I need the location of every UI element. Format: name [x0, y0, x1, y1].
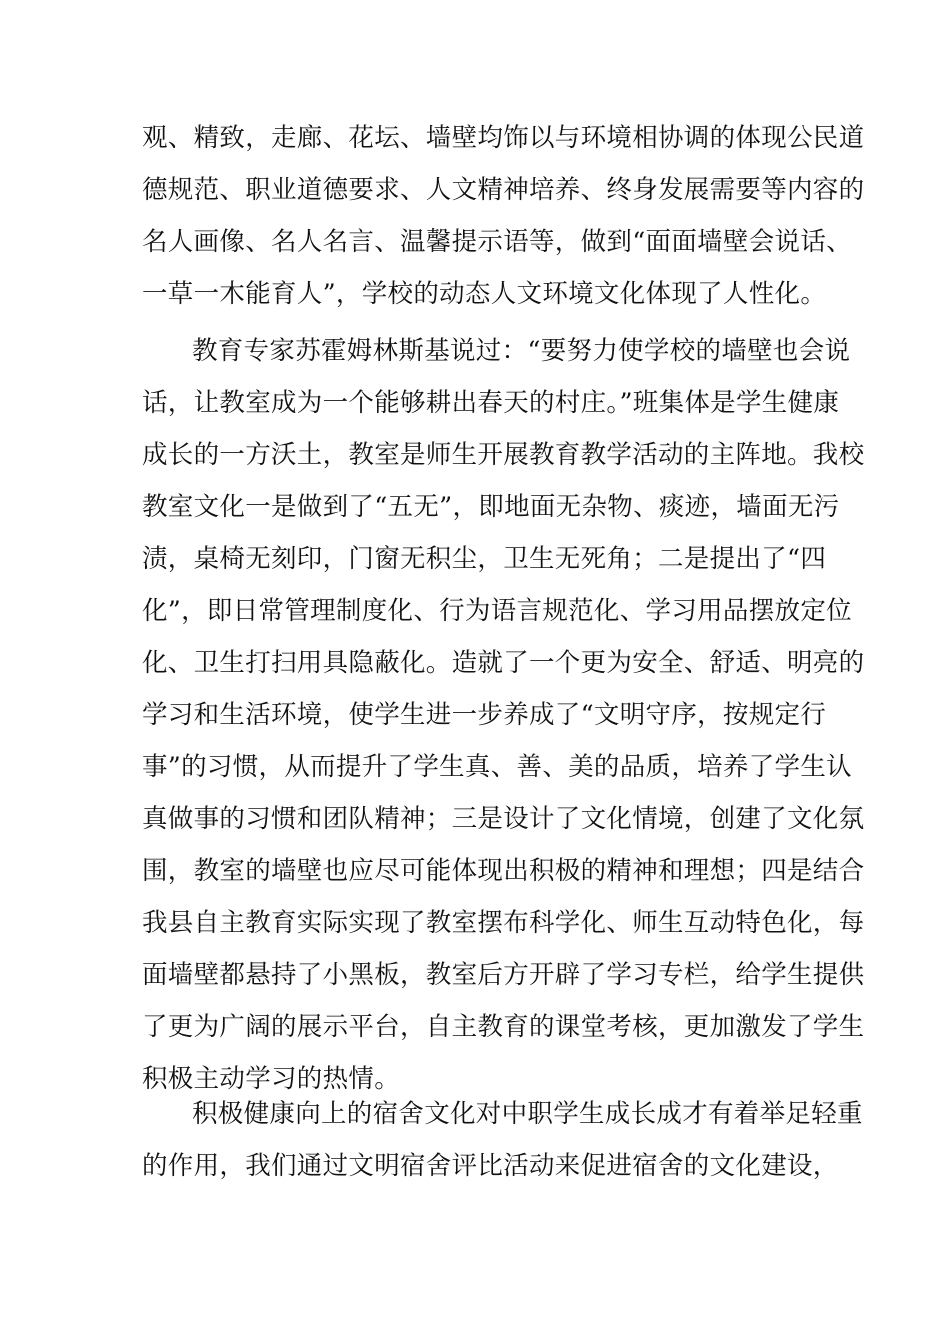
paragraph-line: 真做事的习惯和团队精神；三是设计了文化情境，创建了文化氛	[142, 804, 865, 834]
paragraph-line: 德规范、职业道德要求、人文精神培养、终身发展需要等内容的	[142, 175, 865, 205]
paragraph-line: 化、卫生打扫用具隐蔽化。造就了一个更为安全、舒适、明亮的	[142, 648, 865, 678]
paragraph-line: 一草一木能育人”，学校的动态人文环境文化体现了人性化。	[142, 279, 827, 309]
paragraph-line: 面墙壁都悬持了小黑板，教室后方开辟了学习专栏，给学生提供	[142, 960, 865, 990]
paragraph-line: 事”的习惯，从而提升了学生真、善、美的品质，培养了学生认	[142, 752, 852, 782]
paragraph-line: 的作用，我们通过文明宿舍评比活动来促进宿舍的文化建设，	[142, 1151, 839, 1181]
paragraph-line: 教室文化一是做到了“五无”，即地面无杂物、痰迹，墙面无污	[142, 492, 840, 522]
paragraph-line: 名人画像、名人名言、温馨提示语等，做到“面面墙壁会说话、	[142, 227, 852, 257]
paragraph-line: 积极健康向上的宿舍文化对中职学生成长成才有着举足轻重	[192, 1099, 863, 1129]
paragraph-1	[142, 112, 865, 320]
paragraph-line: 观、精致，走廊、花坛、墙壁均饰以与环境相协调的体现公民道	[142, 123, 865, 153]
paragraph-2	[142, 325, 865, 1105]
paragraph-line: 教育专家苏霍姆林斯基说过：“要努力使学校的墙壁也会说	[192, 336, 851, 366]
paragraph-line: 了更为广阔的展示平台，自主教育的课堂考核，更加激发了学生	[142, 1012, 865, 1042]
paragraph-line: 化”，即日常管理制度化、行为语言规范化、学习用品摆放定位	[142, 596, 852, 626]
paragraph-line: 我县自主教育实际实现了教室摆布科学化、师生互动特色化，每	[142, 908, 865, 938]
paragraph-3	[142, 1088, 863, 1192]
paragraph-line: 话，让教室成为一个能够耕出春天的村庄。”班集体是学生健康	[142, 388, 840, 418]
paragraph-line: 成长的一方沃土，教室是师生开展教育教学活动的主阵地。我校	[142, 440, 865, 470]
paragraph-line: 渍，桌椅无刻印，门窗无积尘，卫生无死角；二是提出了“四	[142, 544, 827, 574]
paragraph-line: 积极主动学习的热情。	[142, 1064, 401, 1094]
paragraph-line: 围，教室的墙壁也应尽可能体现出积极的精神和理想；四是结合	[142, 856, 865, 886]
paragraph-line: 学习和生活环境，使学生进一步养成了“文明守序，按规定行	[142, 700, 827, 730]
